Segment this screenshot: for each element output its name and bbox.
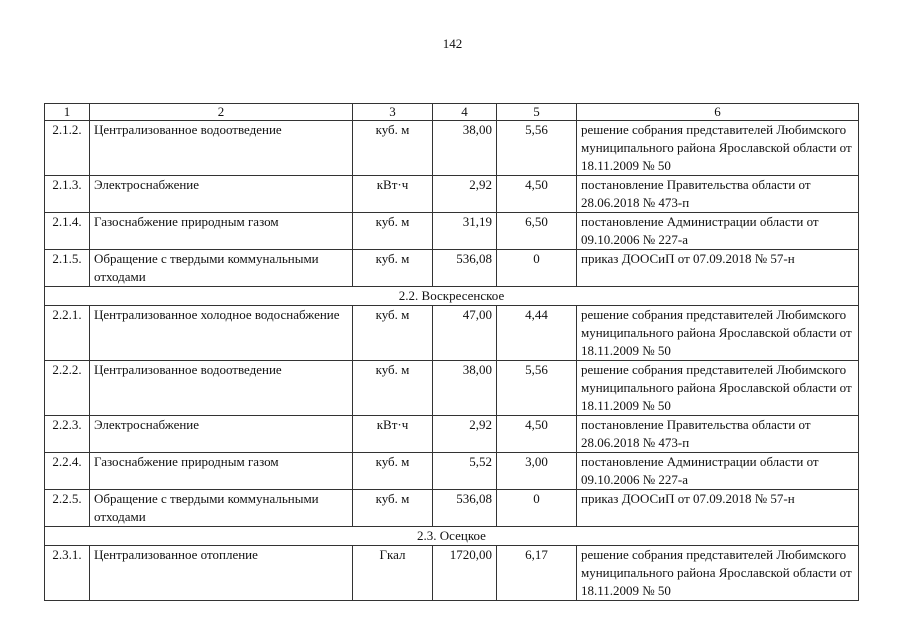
unit-of-measure: куб. м xyxy=(353,306,433,361)
row-number: 2.1.5. xyxy=(45,250,90,287)
service-name: Централизованное холодное водоснабжение xyxy=(90,306,353,361)
column-header: 5 xyxy=(497,104,577,121)
table-row xyxy=(45,213,859,250)
rate-value: 5,56 xyxy=(497,361,577,416)
unit-of-measure: куб. м xyxy=(353,213,433,250)
table-row xyxy=(45,453,859,490)
unit-of-measure: куб. м xyxy=(353,490,433,527)
table-row xyxy=(45,361,859,416)
table-row xyxy=(45,306,859,361)
legal-basis: решение собрания представителей Любимского муниципального района Ярославской области от 18.11.2009 № 50 xyxy=(577,121,859,176)
table-row xyxy=(45,121,859,176)
consumption-norm: 2,92 xyxy=(433,176,497,213)
legal-basis: решение собрания представителей Любимского муниципального района Ярославской области от 18.11.2009 № 50 xyxy=(577,546,859,601)
rate-value: 4,44 xyxy=(497,306,577,361)
legal-basis: решение собрания представителей Любимского муниципального района Ярославской области от 18.11.2009 № 50 xyxy=(577,306,859,361)
tariff-table xyxy=(44,103,859,601)
table-row xyxy=(45,416,859,453)
page-number: 142 xyxy=(442,36,463,51)
rate-value: 4,50 xyxy=(497,176,577,213)
table-row xyxy=(45,176,859,213)
unit-of-measure: кВт·ч xyxy=(353,416,433,453)
rate-value: 3,00 xyxy=(497,453,577,490)
legal-basis: приказ ДООСиП от 07.09.2018 № 57-н xyxy=(577,490,859,527)
legal-basis: решение собрания представителей Любимского муниципального района Ярославской области от 18.11.2009 № 50 xyxy=(577,361,859,416)
rate-value: 0 xyxy=(497,250,577,287)
row-number: 2.1.3. xyxy=(45,176,90,213)
table-header-row xyxy=(45,104,859,121)
rate-value: 6,50 xyxy=(497,213,577,250)
rate-value: 4,50 xyxy=(497,416,577,453)
table-row xyxy=(45,490,859,527)
unit-of-measure: куб. м xyxy=(353,121,433,176)
service-name: Электроснабжение xyxy=(90,416,353,453)
rate-value: 0 xyxy=(497,490,577,527)
unit-of-measure: Гкал xyxy=(353,546,433,601)
section-title: 2.3. Осецкое xyxy=(45,527,859,546)
row-number: 2.2.2. xyxy=(45,361,90,416)
consumption-norm: 31,19 xyxy=(433,213,497,250)
service-name: Обращение с твердыми коммунальными отходами xyxy=(90,250,353,287)
service-name: Электроснабжение xyxy=(90,176,353,213)
service-name: Централизованное отопление xyxy=(90,546,353,601)
table-row xyxy=(45,546,859,601)
unit-of-measure: куб. м xyxy=(353,250,433,287)
service-name: Централизованное водоотведение xyxy=(90,361,353,416)
column-header: 4 xyxy=(433,104,497,121)
column-header: 1 xyxy=(45,104,90,121)
unit-of-measure: куб. м xyxy=(353,453,433,490)
table-row xyxy=(45,250,859,287)
row-number: 2.2.3. xyxy=(45,416,90,453)
column-header: 3 xyxy=(353,104,433,121)
unit-of-measure: куб. м xyxy=(353,361,433,416)
row-number: 2.1.4. xyxy=(45,213,90,250)
column-header: 2 xyxy=(90,104,353,121)
legal-basis: постановление Администрации области от 09.10.2006 № 227-а xyxy=(577,453,859,490)
row-number: 2.1.2. xyxy=(45,121,90,176)
consumption-norm: 38,00 xyxy=(433,361,497,416)
consumption-norm: 38,00 xyxy=(433,121,497,176)
service-name: Централизованное водоотведение xyxy=(90,121,353,176)
unit-of-measure: кВт·ч xyxy=(353,176,433,213)
section-header-row xyxy=(45,527,859,546)
row-number: 2.2.5. xyxy=(45,490,90,527)
legal-basis: постановление Правительства области от 28.06.2018 № 473-п xyxy=(577,176,859,213)
rate-value: 5,56 xyxy=(497,121,577,176)
rate-value: 6,17 xyxy=(497,546,577,601)
legal-basis: приказ ДООСиП от 07.09.2018 № 57-н xyxy=(577,250,859,287)
section-header-row xyxy=(45,287,859,306)
service-name: Обращение с твердыми коммунальными отходами xyxy=(90,490,353,527)
section-title: 2.2. Воскресенское xyxy=(45,287,859,306)
service-name: Газоснабжение природным газом xyxy=(90,213,353,250)
consumption-norm: 536,08 xyxy=(433,490,497,527)
legal-basis: постановление Администрации области от 09.10.2006 № 227-а xyxy=(577,213,859,250)
legal-basis: постановление Правительства области от 28.06.2018 № 473-п xyxy=(577,416,859,453)
service-name: Газоснабжение природным газом xyxy=(90,453,353,490)
row-number: 2.2.1. xyxy=(45,306,90,361)
row-number: 2.3.1. xyxy=(45,546,90,601)
consumption-norm: 1720,00 xyxy=(433,546,497,601)
consumption-norm: 47,00 xyxy=(433,306,497,361)
consumption-norm: 5,52 xyxy=(433,453,497,490)
row-number: 2.2.4. xyxy=(45,453,90,490)
consumption-norm: 536,08 xyxy=(433,250,497,287)
consumption-norm: 2,92 xyxy=(433,416,497,453)
column-header: 6 xyxy=(577,104,859,121)
